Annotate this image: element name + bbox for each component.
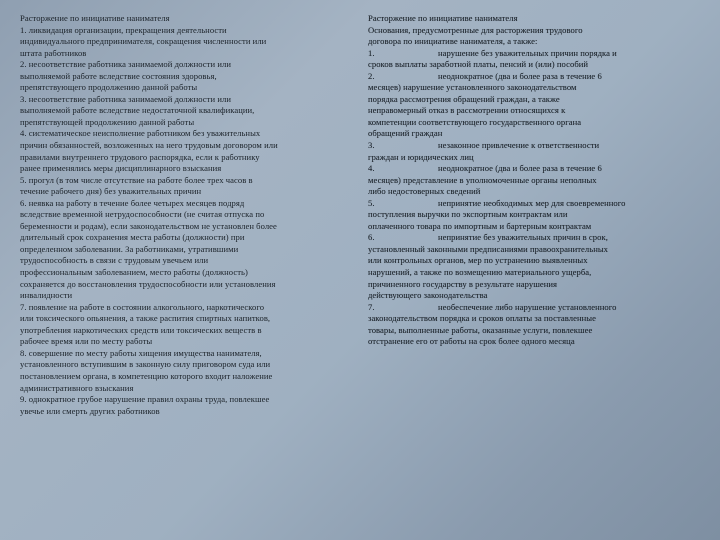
right-item-continuation-line: действующего законодательства bbox=[368, 290, 488, 301]
right-item-text: неоднократное (два и более раза в течение 6 bbox=[438, 163, 602, 174]
right-item-number: 4. bbox=[368, 163, 375, 174]
left-text-line: инвалидности bbox=[20, 290, 73, 301]
right-item-continuation-line: товары, выполненные работы, оказанные услуги, повлекшее bbox=[368, 324, 593, 335]
left-text-line: установленного вступившим в законную силу приговором суда или bbox=[20, 359, 271, 370]
left-text-line: выполняемой работе вследствие состояния здоровья, bbox=[20, 70, 217, 81]
right-item-text: неоднократное (два и более раза в течение 6 bbox=[438, 70, 602, 81]
right-item-continuation-line: либо недостоверных сведений bbox=[368, 186, 481, 197]
right-item-first-line bbox=[368, 48, 708, 60]
right-item-first-line bbox=[368, 140, 708, 152]
right-item-text: непринятие без уважительных причин в срок, bbox=[438, 232, 608, 243]
right-item-continuation-line: неправомерный отказ в рассмотрении относящихся к bbox=[368, 105, 566, 116]
left-text-line: беременности и родам), если законодательством не установлен более bbox=[20, 220, 277, 231]
right-column bbox=[368, 13, 708, 348]
left-text-line: течение рабочего дня) без уважительных причин bbox=[20, 186, 202, 197]
right-item-continuation-line: или контрольных органов, мер по устранению выявленных bbox=[368, 255, 588, 266]
right-item-continuation-line: причиненного государству в результате нарушения bbox=[368, 278, 558, 289]
right-item-number: 2. bbox=[368, 70, 375, 81]
right-intro-block bbox=[368, 13, 708, 48]
right-item-continuation-line: нарушений, а также по возмещению материального ущерба, bbox=[368, 267, 592, 278]
right-item-continuation-line: установленный законными предписаниями правоохранительных bbox=[368, 243, 609, 254]
left-text-line: профессиональным заболеванием, место работы (должность) bbox=[20, 267, 248, 278]
right-item-continuation-line: сроков выплаты заработной платы, пенсий и (или) пособий bbox=[368, 59, 589, 70]
left-column bbox=[20, 13, 355, 417]
left-text-line: увечье или смерть других работников bbox=[20, 405, 160, 416]
left-text-line: длительный срок сохранения места работы (должности) при bbox=[20, 232, 245, 243]
right-item-number: 7. bbox=[368, 301, 375, 312]
right-item-number: 6. bbox=[368, 232, 375, 243]
left-text-line: рабочее время или по месту работы bbox=[20, 336, 153, 347]
right-item-continuation-line: месяцев) нарушение установленного законодательством bbox=[368, 82, 577, 93]
left-text-line: или токсического опьянения, а также распития спиртных напитков, bbox=[20, 313, 271, 324]
right-item-continuation-line: граждан и юридических лиц bbox=[368, 151, 474, 162]
right-item-continuation-line: обращений граждан bbox=[368, 128, 443, 139]
left-text-line: 4. систематическое неисполнение работником без уважительных bbox=[20, 128, 261, 139]
left-text-line: 3. несоответствие работника занимаемой должности или bbox=[20, 93, 231, 104]
right-item-first-line bbox=[368, 232, 708, 244]
right-item-number: 1. bbox=[368, 47, 375, 58]
right-item-continuation-line: порядка рассмотрения обращений граждан, а также bbox=[368, 93, 560, 104]
left-text-line: 7. появление на работе в состоянии алкогольного, наркотического bbox=[20, 301, 265, 312]
right-intro-line: договора по инициативе нанимателя, а также: bbox=[368, 36, 538, 47]
left-text-line: препятствующего продолжению данной работы bbox=[20, 82, 198, 93]
right-items-block bbox=[368, 48, 708, 348]
left-text-line: административного взыскания bbox=[20, 382, 134, 393]
right-item-continuation-line: оплаченного товара по импортным и бартерным контрактам bbox=[368, 220, 592, 231]
left-text-line: постановлением органа, в компетенцию которого входит наложение bbox=[20, 370, 273, 381]
left-text-line: штата работников bbox=[20, 47, 87, 58]
right-item-first-line bbox=[368, 198, 708, 210]
right-item-number: 3. bbox=[368, 140, 375, 151]
right-item-first-line bbox=[368, 163, 708, 175]
left-text-line: препятствующей продолжению данной работы bbox=[20, 116, 195, 127]
left-text-line: Расторжение по инициативе нанимателя bbox=[20, 13, 170, 23]
left-text-line: выполняемой работе вследствие недостаточной квалификации, bbox=[20, 105, 255, 116]
left-text-line: употребления наркотических средств или токсических веществ в bbox=[20, 324, 262, 335]
right-item-text: нарушение без уважительных причин порядка и bbox=[438, 47, 617, 58]
right-item-continuation-line: месяцев) представление в уполномоченные органы неполных bbox=[368, 174, 597, 185]
left-text-line: трудоспособность в связи с трудовым увечьем или bbox=[20, 255, 209, 266]
left-text-line: 6. неявка на работу в течение более четырех месяцев подряд bbox=[20, 197, 245, 208]
left-text-block bbox=[20, 13, 355, 417]
left-text-line: индивидуального предпринимателя, сокращения численности или bbox=[20, 36, 267, 47]
right-item-first-line bbox=[368, 302, 708, 314]
right-item-first-line bbox=[368, 71, 708, 83]
left-text-line: определенном заболевании. За работниками, утратившими bbox=[20, 243, 239, 254]
left-text-line: 8. совершение по месту работы хищения имущества нанимателя, bbox=[20, 347, 262, 358]
left-text-line: правилами внутреннего трудового распорядка, если к работнику bbox=[20, 151, 260, 162]
right-item-continuation-line: компетенции соответствующего государственного органа bbox=[368, 116, 582, 127]
right-item-continuation-line: поступления выручки по экспортным контрактам или bbox=[368, 209, 568, 220]
left-text-line: 9. однократное грубое нарушение правил охраны труда, повлекшее bbox=[20, 394, 270, 405]
right-item-number: 5. bbox=[368, 197, 375, 208]
left-text-line: 2. несоответствие работника занимаемой должности или bbox=[20, 59, 231, 70]
left-text-line: 5. прогул (в том числе отсутствие на работе более трех часов в bbox=[20, 174, 253, 185]
right-item-continuation-line: отстранение его от работы на срок более одного месяца bbox=[368, 336, 575, 347]
left-text-line: вследствие временной нетрудоспособности (не считая отпуска по bbox=[20, 209, 265, 220]
left-text-line: сохраняется до восстановления трудоспособности или установления bbox=[20, 278, 276, 289]
right-item-text: непринятие необходимых мер для своевременного bbox=[438, 197, 626, 208]
left-text-line: причин обязанностей, возложенных на него трудовым договором или bbox=[20, 140, 278, 151]
left-text-line: 1. ликвидация организации, прекращения деятельности bbox=[20, 24, 227, 35]
right-intro-line: Основания, предусмотренные для расторжения трудового bbox=[368, 24, 583, 35]
left-text-line: ранее применялись меры дисциплинарного взыскания bbox=[20, 163, 222, 174]
right-item-text: необеспечение либо нарушение установленного bbox=[438, 301, 617, 312]
right-intro-line: Расторжение по инициативе нанимателя bbox=[368, 13, 518, 23]
right-item-text: незаконное привлечение к ответственности bbox=[438, 140, 600, 151]
right-item-continuation-line: законодательством порядка и сроков оплаты за поставленные bbox=[368, 313, 596, 324]
